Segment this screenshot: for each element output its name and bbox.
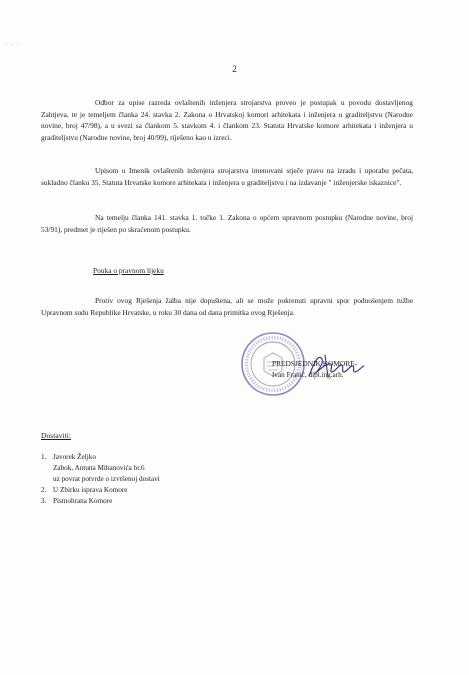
list-item: uz povrat potvrde o izvršenoj dostavi — [53, 475, 160, 483]
delivery-heading: Dostaviti: — [41, 431, 71, 440]
paragraph-legal-basis — [41, 212, 413, 235]
paragraph-register-entry-text: Upisom u Imenik ovlaštenih inženjera strojarstva imenovani stječe pravo na izradu i uporabu pečata, sukladno članku 35. Statuta Hrvatske komore arhitekata i inženjera u graditeljstvu i na izdavanje " inženjerske iskaznice". — [41, 166, 413, 187]
recipient-list — [41, 452, 160, 507]
paragraph-procedure-text: Odbor za upise razreda ovlaštenih inženjera strojarstva proveo je postupak u povodu dostavljenog Zahtjeva, te je temeljem članka 24. stavka 2. Zakona o Hrvatskoj komori arhitekata i inženjera u graditeljstvu (Narodne novine, broj 47/98), a u svezi sa člankom 5. stavkom 4. i člankom 23. Statuta Hrvatske komore arhitekata i inženjera u graditeljstvu (Narodne novine, broj 40/99), riješeno kao u izreci. — [41, 98, 413, 142]
signatory-name: Ivan Franić, dipl.ing.arh. — [272, 371, 344, 379]
page-number: 2 — [232, 64, 237, 74]
list-item: 3. Pismohrana Komore — [41, 497, 113, 505]
paragraph-register-entry — [41, 165, 413, 188]
paragraph-legal-remedy-text: Protiv ovog Rješenja žalba nije dopuštena, ali se može pokrenuti upravni spor podnošenjem tužbe Upravnom sudu Republike Hrvatske, u roku 30 dana od dana primitka ovog Rješenja. — [41, 296, 413, 317]
list-item: Zabok, Antuna Mihanovića br.6 — [53, 464, 145, 472]
legal-remedy-heading: Pouka o pravnom lijeku — [93, 266, 164, 275]
list-item: 2. U Zbirku isprava Komore — [41, 486, 128, 494]
list-item: 1. Javorek Željko — [41, 453, 96, 461]
signature-title: PREDSJEDNIK KOMORE- — [272, 359, 358, 368]
paragraph-procedure — [41, 97, 413, 143]
paragraph-legal-basis-text: Na temelju članka 141. stavka 1. točke 1. Zakona o općem upravnom postupku (Narodne novine, broj 53/91), predmet je riješen po skraćenom postupku. — [41, 213, 413, 234]
scan-corner-mark: ˙ ′ ˙ — [6, 44, 20, 50]
paragraph-legal-remedy — [41, 295, 413, 318]
